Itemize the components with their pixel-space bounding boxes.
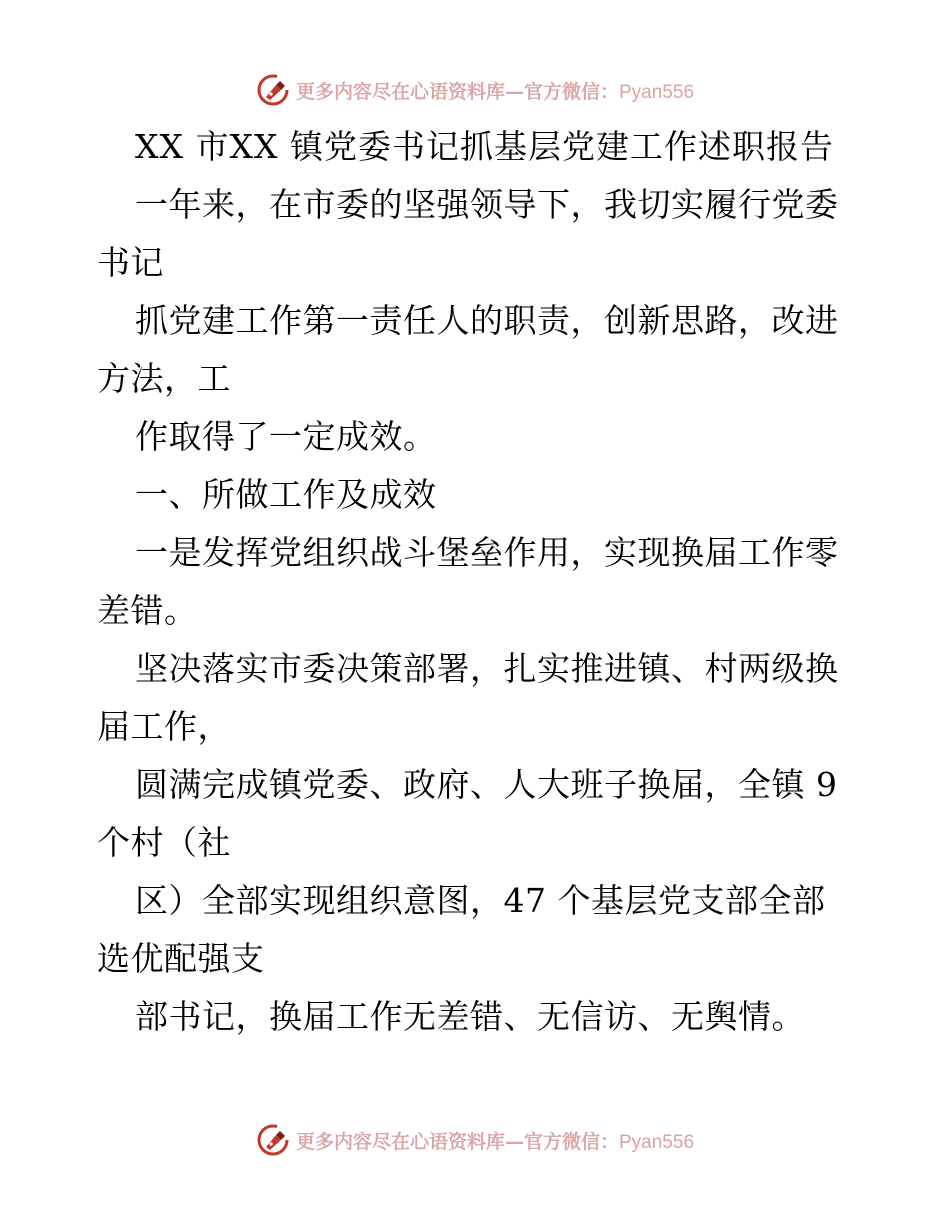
paragraph-line: 区）全部实现组织意图，47 个基层党支部全部 (135, 881, 826, 920)
paragraph-line: 书记 (97, 243, 164, 282)
paragraph-line: 个村（社 (97, 823, 231, 862)
document-body (97, 118, 857, 1046)
paragraph-line: 一年来，在市委的坚强领导下，我切实履行党委 (135, 185, 839, 224)
paragraph-line: 作取得了一定成效。 (135, 417, 437, 456)
pen-nib-logo-icon (256, 1123, 290, 1157)
paragraph-line: 选优配强支 (97, 939, 265, 978)
paragraph-line: 部书记，换届工作无差错、无信访、无舆情。 (135, 997, 805, 1036)
document-title: XX 市XX 镇党委书记抓基层党建工作述职报告 (135, 127, 834, 166)
wechat-id: Pyan556 (619, 1131, 695, 1153)
wechat-id: Pyan556 (619, 81, 695, 103)
pen-nib-logo-icon (256, 73, 290, 107)
paragraph-line: 圆满完成镇党委、政府、人大班子换届，全镇 9 (135, 765, 838, 804)
watermark-text: 更多内容尽在心语资料库—官方微信：Pyan556 (295, 80, 695, 103)
header-watermark (0, 72, 950, 108)
paragraph-line: 一是发挥党组织战斗堡垒作用，实现换届工作零 (135, 533, 839, 572)
footer-watermark (0, 1122, 950, 1158)
watermark-text: 更多内容尽在心语资料库—官方微信：Pyan556 (295, 1130, 695, 1153)
paragraph-line: 方法，工 (97, 359, 231, 398)
paragraph-line: 届工作， (97, 707, 231, 746)
paragraph-line: 抓党建工作第一责任人的职责，创新思路，改进 (135, 301, 839, 340)
paragraph-line: 差错。 (97, 591, 198, 630)
paragraph-line: 坚决落实市委决策部署，扎实推进镇、村两级换 (135, 649, 839, 688)
section-heading: 一、所做工作及成效 (135, 475, 437, 514)
